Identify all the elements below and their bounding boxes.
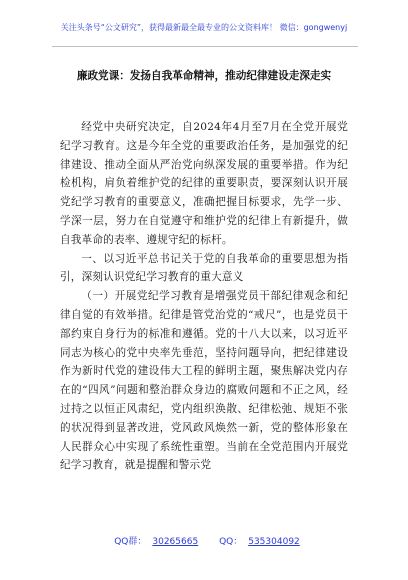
qq-group-number: 30265665 <box>152 537 199 547</box>
qq-group-label: QQ群： <box>114 537 147 547</box>
qq-number: 535304092 <box>248 537 300 547</box>
document-title: 廉政党课：发扬自我革命精神，推动纪律建设走深走实 <box>76 70 332 82</box>
qq-label: QQ： <box>219 537 243 547</box>
section-heading-1: 一、以习近平总书记关于党的自我革命的重要思想为指引，深刻认识党纪学习教育的重大意义 <box>60 252 348 284</box>
header-divider <box>52 46 358 47</box>
header-notice: 关注头条号“公文研究”，获得最新最全最专业的公文资料库！ 微信：gongwenyj <box>60 23 348 32</box>
paragraph-intro: 经党中央研究决定，自2024年4月至7月在全党开展党纪学习教育。这是今年全党的重要政治任务，是加强党的纪律建设、推动全面从严治党向纵深发展的重要举措。作为纪检机构，肩负着维护党的纪律的重要职责，要深刻认识开展党纪学习教育的重要意义，准确把握目标要求，先学一步、学深一层，努力在自觉遵守和维护党的纪律上有新提升，做自我革命的表率、遵规守纪的标杆。 <box>60 121 348 246</box>
paragraph-1-1: （一）开展党纪学习教育是增强党员干部纪律观念和纪律自觉的有效举措。纪律是管党治党的“戒尺”，也是党员干部约束自身行为的标准和遵循。党的十八大以来，以习近平同志为核心的党中央率先垂范，坚持问题导向，把纪律建设作为新时代党的建设伟大工程的鲜明主题，聚焦解决党内存在的“四风”问题和整治群众身边的腐败问题和不正之风，经过持之以恒正风肃纪，党内组织涣散、纪律松弛、规矩不张的状况得到显著改进，党风政风焕然一新，党的整体形象在人民群众心中实现了系统性重塑。当前在全党范围内开展党纪学习教育，就是提醒和警示党 <box>60 290 348 472</box>
footer-contact <box>0 534 408 547</box>
document-body <box>60 118 348 475</box>
